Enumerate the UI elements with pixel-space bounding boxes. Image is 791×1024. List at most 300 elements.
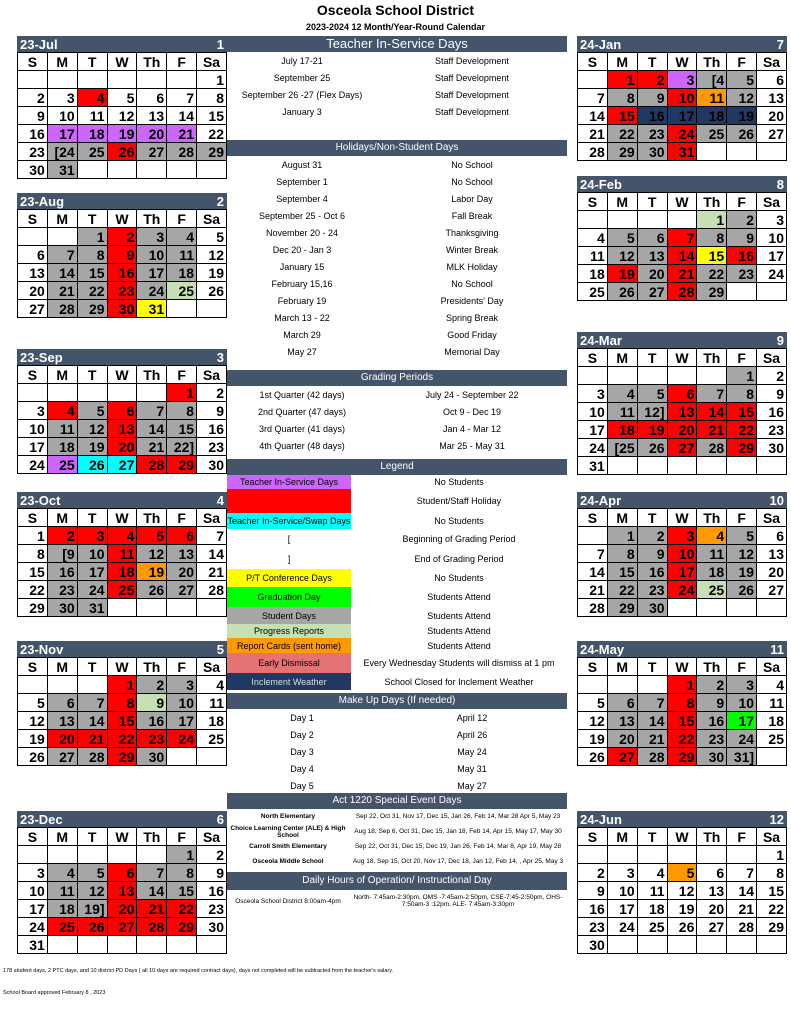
month-sep: [17, 349, 227, 474]
day-cell: 16: [697, 712, 727, 730]
day-cell: 15: [18, 563, 48, 581]
weekday-header: M: [607, 828, 637, 846]
day-cell: 3: [167, 676, 197, 694]
month-jun: [577, 811, 787, 954]
day-cell: 3: [47, 89, 77, 107]
day-cell: [727, 283, 757, 301]
day-cell: 1: [727, 367, 757, 385]
info-desc: Fall Break: [451, 210, 493, 221]
legend-desc: Beginning of Grading Period: [402, 534, 516, 544]
day-cell: 9: [757, 385, 787, 403]
day-cell: [607, 676, 637, 694]
week-row: [578, 599, 787, 617]
day-cell: 23: [137, 730, 167, 748]
day-cell: 4: [197, 676, 227, 694]
weekday-header: Sa: [197, 366, 227, 384]
day-cell: 27: [607, 748, 637, 766]
month-mar: [577, 332, 787, 475]
district-title: Osceola School District: [316, 2, 475, 18]
day-cell: 7: [578, 89, 608, 107]
day-cell: 13: [137, 107, 167, 125]
weekday-header: T: [77, 509, 107, 527]
weekday-header: S: [578, 193, 608, 211]
day-cell: 12: [77, 420, 107, 438]
day-cell: 16: [137, 712, 167, 730]
day-cell: 19: [77, 438, 107, 456]
week-row: [18, 676, 227, 694]
day-cell: 13: [18, 264, 48, 282]
weekday-header: W: [107, 210, 137, 228]
day-cell: 6: [667, 385, 697, 403]
weekday-header: W: [107, 509, 137, 527]
event-dates: Aug 18, Sep 6, Oct 31, Dec 15, Jan 18, Feb 14, Apr 15, May 17, May 30: [354, 828, 562, 835]
day-cell: [578, 676, 608, 694]
day-cell: 12: [137, 545, 167, 563]
weekday-header: T: [637, 193, 667, 211]
day-cell: 22: [607, 581, 637, 599]
month-number: 5: [216, 642, 224, 657]
event-row: [227, 839, 567, 854]
week-row: [18, 384, 227, 402]
info-desc: Mar 25 - May 31: [439, 440, 505, 451]
day-cell: 20: [47, 730, 77, 748]
info-date: March 29: [283, 329, 321, 340]
day-cell: 9: [697, 694, 727, 712]
week-row: [18, 712, 227, 730]
day-cell: 31: [77, 599, 107, 617]
day-cell: 9: [197, 864, 227, 882]
info-row: [227, 190, 567, 207]
weekday-header: T: [637, 349, 667, 367]
day-cell: 26: [727, 581, 757, 599]
weekday-header: F: [727, 658, 757, 676]
day-cell: 5: [77, 864, 107, 882]
month-may: [577, 641, 787, 766]
info-desc: No School: [451, 278, 493, 289]
day-cell: 13: [607, 712, 637, 730]
day-cell: 22: [667, 730, 697, 748]
weekday-header: Th: [137, 366, 167, 384]
day-cell: 19]: [77, 900, 107, 918]
legend-swatch: Inclement Weather: [227, 673, 351, 690]
day-cell: 9: [137, 694, 167, 712]
day-cell: 29: [167, 456, 197, 474]
calendar-subtitle: 2023-2024 12 Month/Year-Round Calendar: [305, 22, 486, 32]
day-cell: [137, 161, 167, 179]
week-row: [578, 211, 787, 229]
day-cell: 19: [197, 264, 227, 282]
day-cell: 9: [578, 882, 608, 900]
info-date: January 3: [282, 106, 322, 117]
day-cell: 3: [667, 527, 697, 545]
month-name: 24-Feb: [580, 177, 622, 192]
info-date: August 31: [281, 159, 323, 170]
week-row: [578, 143, 787, 161]
info-desc: Jan 4 - Mar 12: [442, 423, 502, 434]
day-cell: [637, 367, 667, 385]
day-cell: 13: [47, 712, 77, 730]
day-cell: 15: [607, 563, 637, 581]
day-cell: 17: [18, 900, 48, 918]
legend-swatch: [227, 489, 351, 513]
day-cell: 27: [107, 918, 137, 936]
day-cell: 11: [607, 403, 637, 421]
day-cell: 11: [77, 107, 107, 125]
day-cell: 7: [727, 864, 757, 882]
day-cell: 20: [18, 282, 48, 300]
day-cell: 23: [637, 581, 667, 599]
day-cell: 22: [197, 125, 227, 143]
info-date: September 25: [273, 72, 331, 83]
month-header: [17, 193, 227, 209]
week-row: [18, 527, 227, 545]
month-name: 24-Jun: [580, 812, 622, 827]
week-row: [578, 71, 787, 89]
day-cell: 13: [637, 247, 667, 265]
day-cell: 31: [137, 300, 167, 318]
legend-desc: Students Attend: [427, 592, 491, 602]
day-cell: 17: [607, 900, 637, 918]
day-cell: [167, 161, 197, 179]
week-row: [578, 545, 787, 563]
day-cell: 18: [757, 712, 787, 730]
day-cell: 8: [107, 694, 137, 712]
weekday-header: M: [607, 349, 637, 367]
day-cell: 8: [607, 545, 637, 563]
weekday-header: Th: [697, 509, 727, 527]
day-cell: [25: [607, 439, 637, 457]
day-cell: 12: [77, 882, 107, 900]
day-cell: 24: [137, 282, 167, 300]
weekday-header: T: [77, 53, 107, 71]
day-cell: 27: [637, 283, 667, 301]
day-cell: [47, 676, 77, 694]
day-cell: 8: [167, 864, 197, 882]
info-row: [227, 343, 567, 360]
weekday-header: Th: [137, 210, 167, 228]
day-cell: 20: [667, 421, 697, 439]
day-cell: 9: [18, 107, 48, 125]
day-cell: 16: [757, 403, 787, 421]
day-cell: 2: [107, 228, 137, 246]
info-date: September 1: [276, 176, 328, 187]
day-cell: 26: [77, 918, 107, 936]
hours-section: [227, 872, 567, 912]
day-cell: 19: [137, 563, 167, 581]
day-cell: 10: [727, 694, 757, 712]
weekday-header: Sa: [757, 349, 787, 367]
day-cell: 7: [667, 229, 697, 247]
weekday-header: M: [47, 366, 77, 384]
weekday-header: Sa: [757, 828, 787, 846]
info-row: [227, 86, 567, 103]
info-row: [227, 258, 567, 275]
week-row: [578, 439, 787, 457]
day-cell: 1: [667, 676, 697, 694]
day-cell: 25: [197, 730, 227, 748]
info-desc: April 26: [456, 729, 488, 740]
weekday-header: S: [578, 53, 608, 71]
day-cell: 21: [667, 265, 697, 283]
info-date: Day 1: [290, 712, 314, 723]
legend-row: [227, 489, 567, 513]
weekday-header: M: [607, 193, 637, 211]
day-cell: 15: [697, 247, 727, 265]
weekday-header: T: [77, 210, 107, 228]
legend-row: [227, 638, 567, 653]
info-date: 2nd Quarter (47 days): [257, 406, 347, 417]
day-cell: 6: [757, 527, 787, 545]
day-cell: 14: [137, 882, 167, 900]
week-row: [18, 420, 227, 438]
weekday-header: S: [18, 366, 48, 384]
day-cell: [137, 71, 167, 89]
day-cell: 1: [607, 527, 637, 545]
day-cell: 8: [697, 229, 727, 247]
day-cell: [607, 211, 637, 229]
legend-swatch: Teacher In-Service Days: [227, 475, 351, 489]
week-row: [18, 228, 227, 246]
week-row: [578, 846, 787, 864]
day-cell: 1: [167, 846, 197, 864]
month-name: 23-Oct: [20, 493, 61, 508]
day-cell: 9: [637, 89, 667, 107]
day-cell: 1: [107, 676, 137, 694]
day-cell: 21: [77, 730, 107, 748]
day-cell: 30: [18, 161, 48, 179]
day-cell: [18, 228, 48, 246]
month-header: [577, 332, 787, 348]
day-cell: [77, 936, 107, 954]
info-row: [227, 173, 567, 190]
day-cell: 29: [727, 439, 757, 457]
legend-swatch: Early Dismissal: [227, 653, 351, 673]
legend-desc: Students Attend: [427, 626, 491, 636]
weekday-header: W: [107, 366, 137, 384]
day-cell: [197, 300, 227, 318]
day-cell: 28: [727, 918, 757, 936]
weekday-header: F: [167, 509, 197, 527]
day-cell: 25: [107, 581, 137, 599]
weekday-header: S: [578, 349, 608, 367]
day-cell: 5: [667, 864, 697, 882]
day-cell: [18, 846, 48, 864]
day-cell: 1: [18, 527, 48, 545]
footnote-days: 178 student days, 2 PTC days, and 10 district PD Days ( all 10 days are required contract days), days not completed will be subtracted from the teacher's salary.: [3, 968, 394, 974]
day-cell: 26: [637, 439, 667, 457]
grading-section: [227, 370, 567, 454]
day-cell: 26: [197, 282, 227, 300]
day-cell: 14: [167, 107, 197, 125]
info-date: 1st Quarter (42 days): [259, 389, 345, 400]
weekday-header: F: [167, 828, 197, 846]
day-cell: 27: [667, 439, 697, 457]
day-cell: 10: [607, 882, 637, 900]
month-number: 1: [216, 37, 224, 52]
day-cell: 5: [18, 694, 48, 712]
legend-swatch: P/T Conference Days: [227, 569, 351, 587]
day-cell: 2: [47, 527, 77, 545]
day-cell: 28: [578, 599, 608, 617]
info-row: [227, 760, 567, 777]
week-row: [18, 936, 227, 954]
day-cell: 20: [757, 107, 787, 125]
month-name: 24-Mar: [580, 333, 622, 348]
weekday-header: T: [637, 828, 667, 846]
day-cell: [47, 846, 77, 864]
month-number: 9: [776, 333, 784, 348]
weekday-header: Th: [697, 828, 727, 846]
day-cell: 4: [757, 676, 787, 694]
weekday-header: T: [637, 658, 667, 676]
week-row: [18, 264, 227, 282]
info-row: [227, 241, 567, 258]
day-cell: 7: [137, 402, 167, 420]
month-header: [17, 349, 227, 365]
day-cell: [727, 936, 757, 954]
day-cell: 3: [757, 211, 787, 229]
day-cell: 8: [167, 402, 197, 420]
weekday-header: W: [107, 53, 137, 71]
info-desc: Staff Development: [435, 106, 509, 117]
makeup-section: [227, 693, 567, 794]
day-cell: 28: [167, 143, 197, 161]
info-date: March 13 - 22: [274, 312, 330, 323]
day-cell: 12: [727, 89, 757, 107]
day-cell: 2: [197, 846, 227, 864]
holidays-section: [227, 140, 567, 360]
day-cell: 16: [727, 247, 757, 265]
day-cell: 24: [167, 730, 197, 748]
week-row: [578, 107, 787, 125]
day-cell: 14: [137, 420, 167, 438]
day-cell: 10: [18, 420, 48, 438]
day-cell: 5: [578, 694, 608, 712]
day-cell: [24: [47, 143, 77, 161]
info-row: [227, 726, 567, 743]
day-cell: 10: [137, 246, 167, 264]
day-cell: 31]: [727, 748, 757, 766]
month-header: [577, 36, 787, 52]
day-cell: 21: [727, 900, 757, 918]
day-cell: 27: [107, 456, 137, 474]
day-cell: [757, 936, 787, 954]
weekday-header: T: [77, 658, 107, 676]
legend-desc: Student/Staff Holiday: [416, 496, 502, 506]
hours-header: Daily Hours of Operation/ Instructional Day: [227, 872, 567, 890]
event-school: North Elementary: [260, 813, 316, 820]
day-cell: [667, 367, 697, 385]
info-row: [227, 309, 567, 326]
legend-desc: Students Attend: [427, 640, 491, 651]
weekday-header: Th: [697, 193, 727, 211]
day-cell: 22: [757, 900, 787, 918]
day-cell: 15: [167, 420, 197, 438]
day-cell: 9: [107, 246, 137, 264]
day-cell: 25: [47, 456, 77, 474]
day-cell: [637, 936, 667, 954]
day-cell: 6: [137, 89, 167, 107]
day-cell: 13: [697, 882, 727, 900]
day-cell: 18: [637, 900, 667, 918]
day-cell: 31: [578, 457, 608, 475]
day-cell: 23: [697, 730, 727, 748]
week-row: [18, 438, 227, 456]
event-dates: Sep 22, Oct 31, Dec 15, Dec 19, Jan 26, Feb 14, Mar 8, Apr 19, May 28: [354, 843, 562, 850]
info-date: Day 3: [290, 746, 314, 757]
day-cell: 19: [578, 730, 608, 748]
weekday-header: S: [18, 658, 48, 676]
day-cell: [47, 936, 77, 954]
week-row: [18, 900, 227, 918]
day-cell: 12: [607, 247, 637, 265]
day-cell: 2: [727, 211, 757, 229]
day-cell: 9: [727, 229, 757, 247]
week-row: [578, 403, 787, 421]
day-cell: 16: [197, 420, 227, 438]
day-cell: 16: [578, 900, 608, 918]
month-name: 23-Nov: [20, 642, 64, 657]
week-row: [18, 599, 227, 617]
week-row: [18, 456, 227, 474]
day-cell: [727, 457, 757, 475]
day-cell: [137, 936, 167, 954]
week-row: [578, 89, 787, 107]
legend-section: [227, 459, 567, 690]
day-cell: 13: [757, 89, 787, 107]
day-cell: 6: [757, 71, 787, 89]
info-desc: July 24 - September 22: [425, 389, 519, 400]
weekday-header: F: [727, 828, 757, 846]
day-cell: 7: [697, 385, 727, 403]
day-cell: 24: [667, 581, 697, 599]
day-cell: 28: [667, 283, 697, 301]
legend-row: [227, 624, 567, 638]
day-cell: 27: [167, 581, 197, 599]
info-desc: Staff Development: [435, 55, 509, 66]
info-date: September 4: [276, 193, 328, 204]
legend-header: Legend: [227, 459, 567, 475]
day-cell: 24: [727, 730, 757, 748]
day-cell: 4: [47, 864, 77, 882]
info-row: [227, 292, 567, 309]
day-cell: 5: [197, 228, 227, 246]
day-cell: 13: [757, 545, 787, 563]
day-cell: 20: [107, 438, 137, 456]
weekday-header: Sa: [197, 210, 227, 228]
day-cell: 16: [637, 107, 667, 125]
day-cell: [697, 367, 727, 385]
day-cell: [667, 599, 697, 617]
info-desc: Labor Day: [451, 193, 493, 204]
day-cell: 2: [697, 676, 727, 694]
day-cell: 30: [697, 748, 727, 766]
footnote-approval: School Board approved February 8 , 2023: [3, 990, 106, 996]
event-row: [227, 809, 567, 824]
info-desc: May 24: [457, 746, 487, 757]
week-row: [18, 846, 227, 864]
week-row: [578, 367, 787, 385]
info-row: [227, 275, 567, 292]
week-row: [578, 676, 787, 694]
week-row: [18, 300, 227, 318]
day-cell: [167, 599, 197, 617]
info-row: [227, 743, 567, 760]
legend-desc: Every Wednesday Students will dismiss at 1 pm: [363, 658, 555, 668]
info-desc: Oct 9 - Dec 19: [442, 406, 502, 417]
day-cell: 25: [578, 283, 608, 301]
month-jan: [577, 36, 787, 161]
